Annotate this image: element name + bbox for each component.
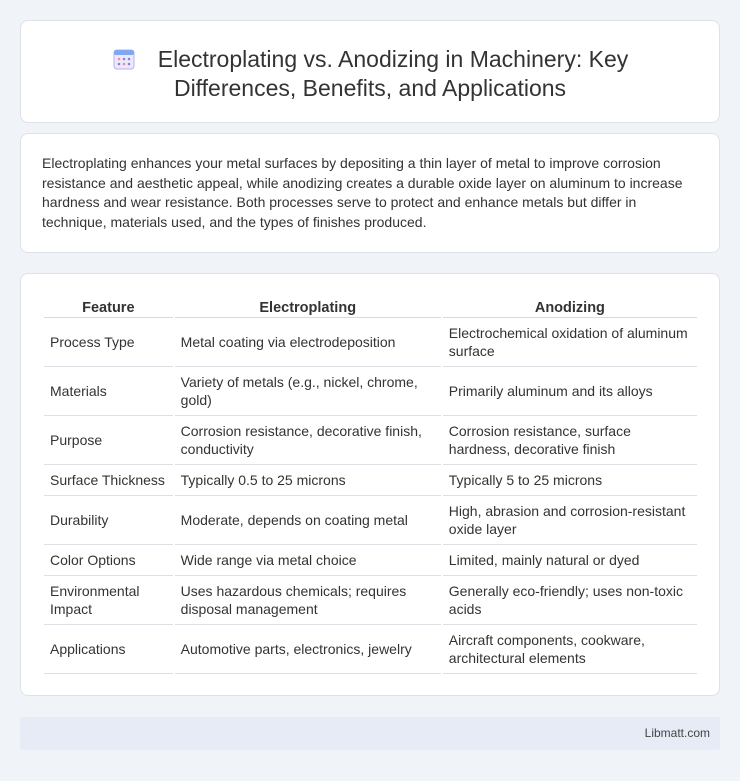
table-header-row <box>44 296 697 318</box>
intro-paragraph: Electroplating enhances your metal surfaces by depositing a thin layer of metal to improve corrosion resistance and aesthetic appeal, while anodizing creates a durable oxide layer on aluminum to increase hardness and wear resistance. Both processes serve to protect and enhance metals but differ in technique, materials used, and the types of finishes produced. <box>42 155 683 230</box>
row-anodizing: Aircraft components, cookware, architectural elements <box>443 625 697 674</box>
header-anodizing: Anodizing <box>443 296 697 318</box>
row-feature: Durability <box>44 496 173 545</box>
row-feature: Surface Thickness <box>44 465 173 496</box>
row-anodizing: Electrochemical oxidation of aluminum surface <box>443 318 697 367</box>
row-anodizing: Corrosion resistance, surface hardness, decorative finish <box>443 416 697 465</box>
row-anodizing: High, abrasion and corrosion-resistant oxide layer <box>443 496 697 545</box>
comparison-table <box>42 296 699 674</box>
row-feature: Applications <box>44 625 173 674</box>
row-anodizing: Limited, mainly natural or dyed <box>443 545 697 576</box>
table-row <box>44 625 697 674</box>
row-feature: Process Type <box>44 318 173 367</box>
table-row <box>44 496 697 545</box>
row-electroplating: Metal coating via electrodeposition <box>175 318 441 367</box>
table-row <box>44 576 697 625</box>
row-electroplating: Corrosion resistance, decorative finish, conductivity <box>175 416 441 465</box>
row-anodizing: Generally eco-friendly; uses non-toxic acids <box>443 576 697 625</box>
table-row <box>44 465 697 496</box>
header-electroplating: Electroplating <box>175 296 441 318</box>
page-title-line-2: Differences, Benefits, and Applications <box>173 75 567 101</box>
table-row <box>44 416 697 465</box>
table-row <box>44 545 697 576</box>
footer-site-link[interactable]: Libmatt.com <box>644 726 710 740</box>
table-row <box>44 318 697 367</box>
row-electroplating: Wide range via metal choice <box>175 545 441 576</box>
title-card <box>20 20 720 123</box>
comparison-table-card <box>20 273 720 696</box>
row-electroplating: Automotive parts, electronics, jewelry <box>175 625 441 674</box>
header-feature: Feature <box>44 296 173 318</box>
row-anodizing: Primarily aluminum and its alloys <box>443 367 697 416</box>
row-electroplating: Uses hazardous chemicals; requires disposal management <box>175 576 441 625</box>
intro-card <box>20 133 720 253</box>
row-feature: Purpose <box>44 416 173 465</box>
calendar-icon <box>112 47 136 71</box>
row-anodizing: Typically 5 to 25 microns <box>443 465 697 496</box>
title-wrap <box>21 45 719 103</box>
row-electroplating: Typically 0.5 to 25 microns <box>175 465 441 496</box>
row-electroplating: Moderate, depends on coating metal <box>175 496 441 545</box>
row-electroplating: Variety of metals (e.g., nickel, chrome, gold) <box>175 367 441 416</box>
row-feature: Color Options <box>44 545 173 576</box>
row-feature: Environmental Impact <box>44 576 173 625</box>
page-title-line-1: Electroplating vs. Anodizing in Machinery: Key <box>157 46 629 72</box>
table-row <box>44 367 697 416</box>
footer-bar <box>20 717 720 750</box>
row-feature: Materials <box>44 367 173 416</box>
